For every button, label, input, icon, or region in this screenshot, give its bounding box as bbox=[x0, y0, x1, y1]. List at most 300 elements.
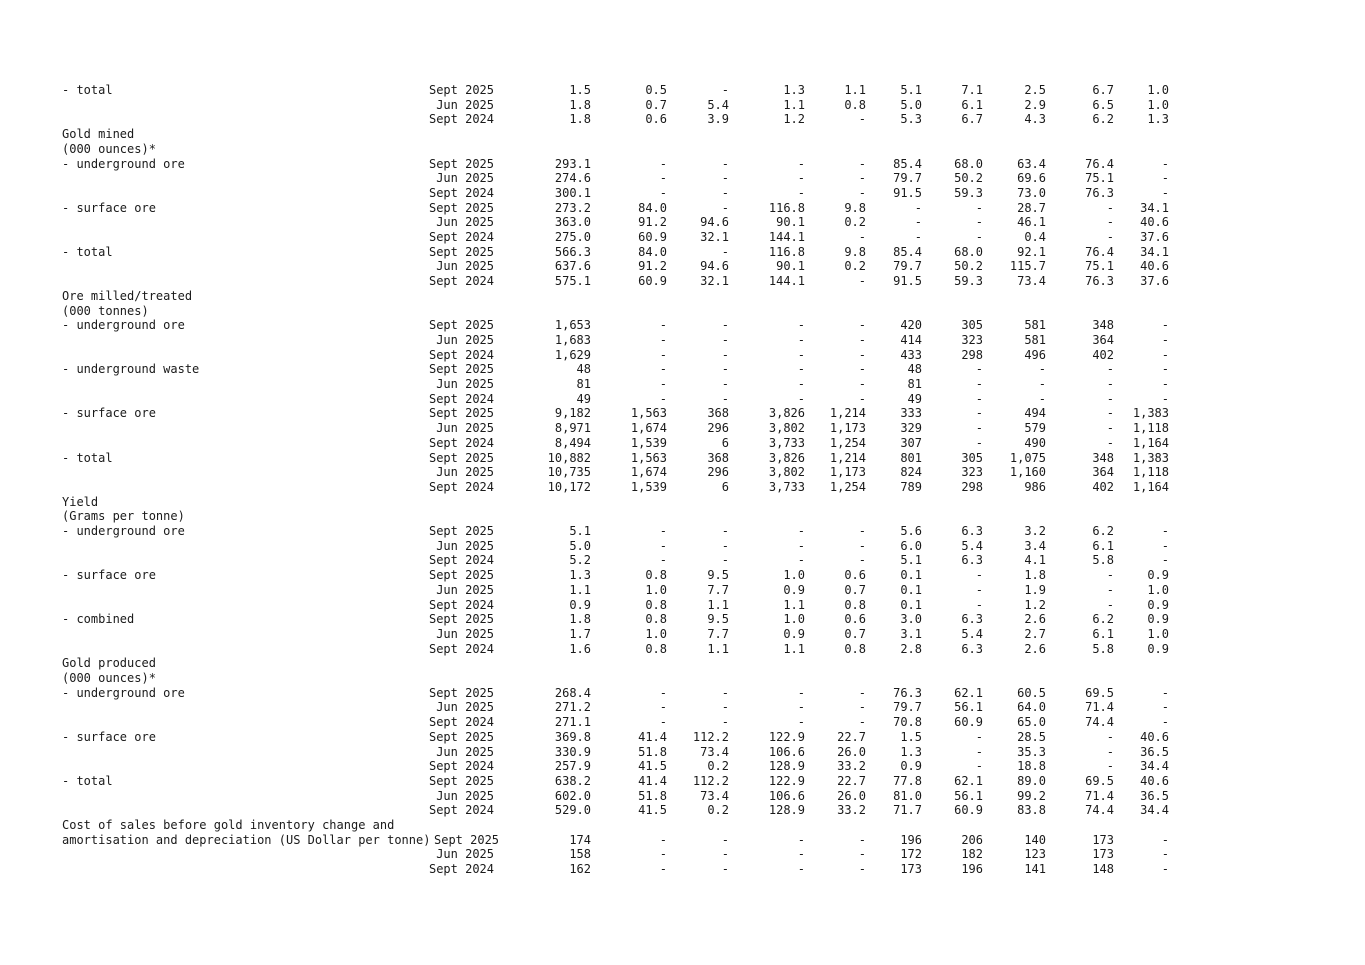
table-cell: 174 bbox=[569, 832, 591, 847]
table-cell: 7.1 bbox=[961, 83, 983, 97]
table-cell: 9.8 bbox=[844, 200, 866, 215]
table-row bbox=[0, 127, 1365, 142]
row-label: - surface ore bbox=[62, 406, 156, 421]
table-cell: 1,653 bbox=[554, 318, 591, 333]
table-cell: 59.3 bbox=[954, 185, 983, 200]
table-cell: 90.1 bbox=[776, 259, 805, 274]
table-cell: - bbox=[1038, 391, 1046, 406]
table-row bbox=[0, 112, 1365, 127]
table-cell: - bbox=[858, 377, 866, 391]
table-cell: - bbox=[721, 83, 729, 97]
table-cell: 140 bbox=[1024, 832, 1046, 847]
table-cell: - bbox=[1161, 553, 1169, 568]
table-cell: 602.0 bbox=[554, 788, 591, 803]
row-label: - combined bbox=[62, 612, 135, 627]
table-cell: 581 bbox=[1024, 318, 1046, 333]
table-cell: 0.8 bbox=[645, 641, 667, 656]
table-cell: - bbox=[1161, 318, 1169, 333]
table-cell: - bbox=[1161, 347, 1169, 362]
table-cell: 37.6 bbox=[1140, 230, 1169, 244]
table-cell: - bbox=[858, 347, 866, 362]
table-cell: 94.6 bbox=[700, 215, 729, 230]
table-cell: 116.8 bbox=[768, 200, 805, 215]
table-cell: 0.9 bbox=[900, 759, 922, 774]
row-label: (Grams per tonne) bbox=[62, 509, 185, 524]
table-cell: - bbox=[1106, 421, 1114, 436]
table-row bbox=[0, 98, 1365, 113]
table-cell: 1,118 bbox=[1132, 465, 1169, 480]
table-cell: 122.9 bbox=[768, 773, 805, 788]
table-cell: 298 bbox=[961, 347, 983, 362]
table-cell: 49 bbox=[576, 391, 591, 406]
table-cell: 128.9 bbox=[768, 759, 805, 774]
table-cell: 1.0 bbox=[783, 612, 805, 627]
table-row bbox=[0, 539, 1365, 554]
table-row bbox=[0, 480, 1365, 495]
table-cell: 1.1 bbox=[707, 641, 729, 656]
table-cell: 333 bbox=[900, 406, 922, 421]
table-cell: - bbox=[975, 744, 983, 759]
row-period: Sept 2025 bbox=[428, 318, 494, 333]
table-cell: 0.7 bbox=[844, 582, 866, 597]
table-row bbox=[0, 509, 1365, 524]
row-period: Sept 2024 bbox=[428, 553, 494, 568]
row-period: Sept 2025 bbox=[428, 568, 494, 583]
row-period: Jun 2025 bbox=[436, 626, 494, 641]
table-cell: 81 bbox=[907, 377, 922, 391]
table-cell: 581 bbox=[1024, 332, 1046, 347]
table-row bbox=[0, 847, 1365, 862]
table-cell: 6.3 bbox=[961, 553, 983, 568]
table-cell: 1.2 bbox=[1024, 597, 1046, 612]
table-cell: 1,539 bbox=[630, 435, 667, 450]
table-cell: - bbox=[975, 568, 983, 583]
table-cell: 0.8 bbox=[844, 597, 866, 612]
row-period: Jun 2025 bbox=[436, 377, 494, 391]
table-cell: 566.3 bbox=[554, 244, 591, 259]
table-cell: 71.4 bbox=[1085, 700, 1114, 715]
table-cell: 41.4 bbox=[638, 773, 667, 788]
table-cell: 1.1 bbox=[844, 83, 866, 97]
table-cell: - bbox=[858, 171, 866, 186]
table-cell: 0.6 bbox=[645, 112, 667, 127]
table-row bbox=[0, 656, 1365, 671]
table-cell: - bbox=[858, 832, 866, 847]
table-cell: - bbox=[797, 832, 805, 847]
table-cell: 1,563 bbox=[630, 406, 667, 421]
table-cell: 5.4 bbox=[707, 97, 729, 112]
table-cell: 2.8 bbox=[900, 641, 922, 656]
table-cell: - bbox=[659, 318, 667, 333]
table-cell: 79.7 bbox=[893, 171, 922, 186]
table-cell: 32.1 bbox=[700, 274, 729, 289]
row-label: (000 ounces)* bbox=[62, 141, 156, 156]
table-cell: 5.2 bbox=[569, 553, 591, 568]
table-cell: 73.4 bbox=[1017, 274, 1046, 289]
table-cell: 1.8 bbox=[1024, 568, 1046, 583]
table-cell: 18.8 bbox=[1017, 759, 1046, 774]
table-cell: 26.0 bbox=[837, 744, 866, 759]
table-cell: 402 bbox=[1092, 347, 1114, 362]
row-period: Jun 2025 bbox=[436, 582, 494, 597]
table-cell: 6.3 bbox=[961, 612, 983, 627]
table-cell: - bbox=[1106, 230, 1114, 244]
table-cell: 1.5 bbox=[569, 83, 591, 97]
row-period: Sept 2024 bbox=[428, 185, 494, 200]
table-cell: 1.3 bbox=[783, 83, 805, 97]
table-cell: 9.8 bbox=[844, 244, 866, 259]
table-row bbox=[0, 862, 1365, 877]
table-cell: - bbox=[1106, 215, 1114, 230]
table-cell: 69.5 bbox=[1085, 773, 1114, 788]
table-cell: 5.1 bbox=[900, 553, 922, 568]
table-cell: 69.5 bbox=[1085, 685, 1114, 700]
row-period: Sept 2025 bbox=[428, 450, 494, 465]
table-row bbox=[0, 245, 1365, 260]
table-cell: 51.8 bbox=[638, 744, 667, 759]
table-cell: 64.0 bbox=[1017, 700, 1046, 715]
table-cell: - bbox=[659, 832, 667, 847]
table-cell: 76.3 bbox=[893, 685, 922, 700]
table-row bbox=[0, 833, 1365, 848]
table-cell: 364 bbox=[1092, 465, 1114, 480]
row-period: Sept 2025 bbox=[428, 406, 494, 421]
table-cell: 3,802 bbox=[768, 421, 805, 436]
table-row bbox=[0, 583, 1365, 598]
table-cell: 68.0 bbox=[954, 156, 983, 171]
table-row bbox=[0, 642, 1365, 657]
table-cell: - bbox=[858, 847, 866, 862]
table-cell: 6.1 bbox=[961, 97, 983, 112]
table-cell: - bbox=[797, 685, 805, 700]
table-row bbox=[0, 377, 1365, 392]
table-cell: 49 bbox=[907, 391, 922, 406]
table-cell: - bbox=[797, 347, 805, 362]
table-cell: 1,075 bbox=[1009, 450, 1046, 465]
table-row bbox=[0, 686, 1365, 701]
table-cell: 6.2 bbox=[1092, 612, 1114, 627]
table-cell: - bbox=[914, 200, 922, 215]
table-cell: 4.1 bbox=[1024, 553, 1046, 568]
table-row bbox=[0, 803, 1365, 818]
table-cell: 414 bbox=[900, 332, 922, 347]
table-cell: 5.4 bbox=[961, 538, 983, 553]
table-cell: - bbox=[659, 377, 667, 391]
table-cell: - bbox=[975, 377, 983, 391]
row-label: (000 ounces)* bbox=[62, 671, 156, 685]
table-row bbox=[0, 83, 1365, 98]
table-cell: - bbox=[1106, 391, 1114, 406]
table-cell: 1.1 bbox=[707, 597, 729, 612]
table-cell: 71.7 bbox=[893, 803, 922, 818]
table-cell: 79.7 bbox=[893, 259, 922, 274]
table-cell: - bbox=[659, 391, 667, 406]
table-cell: - bbox=[975, 230, 983, 244]
table-cell: 22.7 bbox=[837, 773, 866, 788]
table-cell: - bbox=[858, 332, 866, 347]
table-cell: 273.2 bbox=[554, 200, 591, 215]
table-cell: 1.0 bbox=[783, 568, 805, 583]
table-cell: 116.8 bbox=[768, 244, 805, 259]
table-cell: - bbox=[721, 700, 729, 715]
table-cell: 6.7 bbox=[1092, 83, 1114, 97]
table-cell: 91.5 bbox=[893, 185, 922, 200]
table-cell: 1,683 bbox=[554, 332, 591, 347]
table-cell: 60.9 bbox=[638, 274, 667, 289]
table-cell: 274.6 bbox=[554, 171, 591, 186]
table-cell: 34.1 bbox=[1140, 200, 1169, 215]
row-label: - surface ore bbox=[62, 729, 156, 744]
table-cell: 296 bbox=[707, 465, 729, 480]
table-cell: - bbox=[1161, 171, 1169, 186]
table-cell: 496 bbox=[1024, 347, 1046, 362]
table-cell: 162 bbox=[569, 862, 591, 877]
table-row bbox=[0, 333, 1365, 348]
table-cell: 0.9 bbox=[783, 626, 805, 641]
table-row bbox=[0, 215, 1365, 230]
row-label: - total bbox=[62, 244, 113, 259]
table-cell: - bbox=[797, 700, 805, 715]
row-period: Sept 2024 bbox=[428, 391, 494, 406]
table-cell: 1,254 bbox=[829, 479, 866, 494]
table-row bbox=[0, 274, 1365, 289]
table-cell: 37.6 bbox=[1140, 274, 1169, 289]
table-cell: - bbox=[1106, 406, 1114, 421]
table-cell: - bbox=[797, 847, 805, 862]
table-cell: 84.0 bbox=[638, 200, 667, 215]
row-label: Gold produced bbox=[62, 656, 156, 671]
table-cell: 40.6 bbox=[1140, 215, 1169, 230]
table-row bbox=[0, 421, 1365, 436]
table-cell: 490 bbox=[1024, 435, 1046, 450]
table-cell: 529.0 bbox=[554, 803, 591, 818]
table-cell: 0.8 bbox=[645, 568, 667, 583]
table-cell: 5.4 bbox=[961, 626, 983, 641]
table-cell: 74.4 bbox=[1085, 715, 1114, 730]
table-cell: 0.9 bbox=[1147, 568, 1169, 583]
table-cell: 92.1 bbox=[1017, 244, 1046, 259]
table-cell: 10,172 bbox=[547, 479, 591, 494]
table-cell: 368 bbox=[707, 450, 729, 465]
table-cell: - bbox=[659, 362, 667, 377]
table-cell: 28.5 bbox=[1017, 729, 1046, 744]
table-row bbox=[0, 304, 1365, 319]
table-cell: 0.9 bbox=[783, 582, 805, 597]
table-cell: 420 bbox=[900, 318, 922, 333]
table-row bbox=[0, 700, 1365, 715]
table-cell: - bbox=[721, 318, 729, 333]
table-row bbox=[0, 818, 1365, 833]
table-row bbox=[0, 774, 1365, 789]
table-cell: 5.1 bbox=[569, 524, 591, 538]
table-cell: - bbox=[659, 700, 667, 715]
table-cell: 1,214 bbox=[829, 450, 866, 465]
table-row bbox=[0, 451, 1365, 466]
table-cell: - bbox=[797, 171, 805, 186]
table-cell: 73.0 bbox=[1017, 185, 1046, 200]
row-label: - surface ore bbox=[62, 200, 156, 215]
table-cell: 6 bbox=[721, 435, 729, 450]
table-cell: 300.1 bbox=[554, 185, 591, 200]
table-cell: 268.4 bbox=[554, 685, 591, 700]
table-cell: - bbox=[858, 685, 866, 700]
row-period: Sept 2024 bbox=[428, 862, 494, 877]
row-label: - underground waste bbox=[62, 362, 200, 377]
table-cell: 638.2 bbox=[554, 773, 591, 788]
table-cell: 307 bbox=[900, 435, 922, 450]
table-cell: - bbox=[721, 847, 729, 862]
table-cell: - bbox=[721, 862, 729, 877]
table-cell: 305 bbox=[961, 318, 983, 333]
table-cell: - bbox=[659, 685, 667, 700]
table-cell: 364 bbox=[1092, 332, 1114, 347]
table-cell: 1,539 bbox=[630, 479, 667, 494]
table-cell: 3,733 bbox=[768, 435, 805, 450]
row-period: Jun 2025 bbox=[436, 259, 494, 274]
table-cell: 173 bbox=[1092, 847, 1114, 862]
table-cell: 40.6 bbox=[1140, 729, 1169, 744]
table-cell: - bbox=[975, 200, 983, 215]
table-cell: 51.8 bbox=[638, 788, 667, 803]
table-cell: 89.0 bbox=[1017, 773, 1046, 788]
table-cell: 144.1 bbox=[768, 274, 805, 289]
table-cell: - bbox=[858, 318, 866, 333]
table-cell: 1.5 bbox=[900, 729, 922, 744]
row-label: Yield bbox=[62, 494, 99, 509]
table-row bbox=[0, 627, 1365, 642]
table-cell: 257.9 bbox=[554, 759, 591, 774]
table-cell: 363.0 bbox=[554, 215, 591, 230]
table-cell: 158 bbox=[569, 847, 591, 862]
table-cell: - bbox=[1161, 524, 1169, 538]
row-label: - underground ore bbox=[62, 318, 185, 333]
table-cell: 56.1 bbox=[954, 700, 983, 715]
table-cell: - bbox=[1161, 847, 1169, 862]
table-cell: 1.7 bbox=[569, 626, 591, 641]
table-cell: 74.4 bbox=[1085, 803, 1114, 818]
row-label: - underground ore bbox=[62, 156, 185, 171]
table-cell: - bbox=[721, 685, 729, 700]
table-cell: 40.6 bbox=[1140, 773, 1169, 788]
table-cell: 91.5 bbox=[893, 274, 922, 289]
table-cell: - bbox=[858, 185, 866, 200]
table-cell: 106.6 bbox=[768, 788, 805, 803]
table-cell: - bbox=[1106, 200, 1114, 215]
row-period: Jun 2025 bbox=[436, 700, 494, 715]
row-period: Jun 2025 bbox=[436, 465, 494, 480]
table-cell: - bbox=[858, 700, 866, 715]
table-cell: - bbox=[975, 435, 983, 450]
table-cell: 56.1 bbox=[954, 788, 983, 803]
table-cell: - bbox=[858, 524, 866, 538]
table-cell: 3,802 bbox=[768, 465, 805, 480]
table-cell: 2.7 bbox=[1024, 626, 1046, 641]
table-row bbox=[0, 598, 1365, 613]
table-cell: 60.5 bbox=[1017, 685, 1046, 700]
table-cell: - bbox=[721, 832, 729, 847]
table-cell: 0.1 bbox=[900, 568, 922, 583]
table-cell: 0.1 bbox=[900, 597, 922, 612]
table-cell: 6.7 bbox=[961, 112, 983, 127]
table-cell: 402 bbox=[1092, 479, 1114, 494]
row-period: Sept 2025 bbox=[428, 156, 494, 171]
row-label: - total bbox=[62, 450, 113, 465]
table-cell: 575.1 bbox=[554, 274, 591, 289]
table-cell: - bbox=[975, 729, 983, 744]
table-cell: 46.1 bbox=[1017, 215, 1046, 230]
table-cell: 271.1 bbox=[554, 715, 591, 730]
table-cell: 65.0 bbox=[1017, 715, 1046, 730]
table-cell: - bbox=[721, 715, 729, 730]
table-cell: 76.4 bbox=[1085, 156, 1114, 171]
table-cell: - bbox=[1106, 435, 1114, 450]
table-cell: - bbox=[1106, 744, 1114, 759]
row-period: Jun 2025 bbox=[436, 847, 494, 862]
table-cell: 9.5 bbox=[707, 612, 729, 627]
row-period: Jun 2025 bbox=[436, 171, 494, 186]
table-cell: - bbox=[858, 156, 866, 171]
row-period: Sept 2024 bbox=[428, 597, 494, 612]
table-cell: 1.3 bbox=[1147, 112, 1169, 127]
table-cell: 275.0 bbox=[554, 230, 591, 244]
table-cell: 824 bbox=[900, 465, 922, 480]
table-cell: - bbox=[659, 553, 667, 568]
table-row bbox=[0, 230, 1365, 245]
table-cell: 10,882 bbox=[547, 450, 591, 465]
table-cell: - bbox=[975, 215, 983, 230]
row-label: - underground ore bbox=[62, 524, 185, 538]
table-cell: - bbox=[659, 171, 667, 186]
table-cell: 75.1 bbox=[1085, 259, 1114, 274]
table-cell: 76.4 bbox=[1085, 244, 1114, 259]
table-cell: 0.7 bbox=[645, 97, 667, 112]
table-row bbox=[0, 318, 1365, 333]
table-cell: 1,214 bbox=[829, 406, 866, 421]
table-cell: 60.9 bbox=[638, 230, 667, 244]
table-cell: - bbox=[721, 362, 729, 377]
table-cell: - bbox=[914, 215, 922, 230]
table-cell: - bbox=[1161, 832, 1169, 847]
table-cell: 73.4 bbox=[700, 744, 729, 759]
table-cell: 90.1 bbox=[776, 215, 805, 230]
table-row bbox=[0, 348, 1365, 363]
table-cell: 40.6 bbox=[1140, 259, 1169, 274]
table-cell: 1.6 bbox=[569, 641, 591, 656]
table-cell: - bbox=[797, 185, 805, 200]
table-cell: 0.9 bbox=[1147, 641, 1169, 656]
table-cell: 85.4 bbox=[893, 156, 922, 171]
table-cell: 34.4 bbox=[1140, 759, 1169, 774]
table-cell: 1,164 bbox=[1132, 479, 1169, 494]
table-cell: 41.5 bbox=[638, 759, 667, 774]
table-cell: 91.2 bbox=[638, 259, 667, 274]
table-cell: - bbox=[797, 156, 805, 171]
table-cell: 5.0 bbox=[900, 97, 922, 112]
table-cell: 2.9 bbox=[1024, 97, 1046, 112]
row-period: Sept 2025 bbox=[428, 685, 494, 700]
table-cell: 60.9 bbox=[954, 803, 983, 818]
table-cell: 144.1 bbox=[768, 230, 805, 244]
table-cell: - bbox=[659, 538, 667, 553]
table-cell: 0.9 bbox=[569, 597, 591, 612]
row-period: Sept 2024 bbox=[428, 759, 494, 774]
table-cell: 0.8 bbox=[645, 597, 667, 612]
table-cell: 60.9 bbox=[954, 715, 983, 730]
table-cell: 368 bbox=[707, 406, 729, 421]
table-cell: 70.8 bbox=[893, 715, 922, 730]
table-cell: 5.8 bbox=[1092, 641, 1114, 656]
table-cell: - bbox=[797, 362, 805, 377]
